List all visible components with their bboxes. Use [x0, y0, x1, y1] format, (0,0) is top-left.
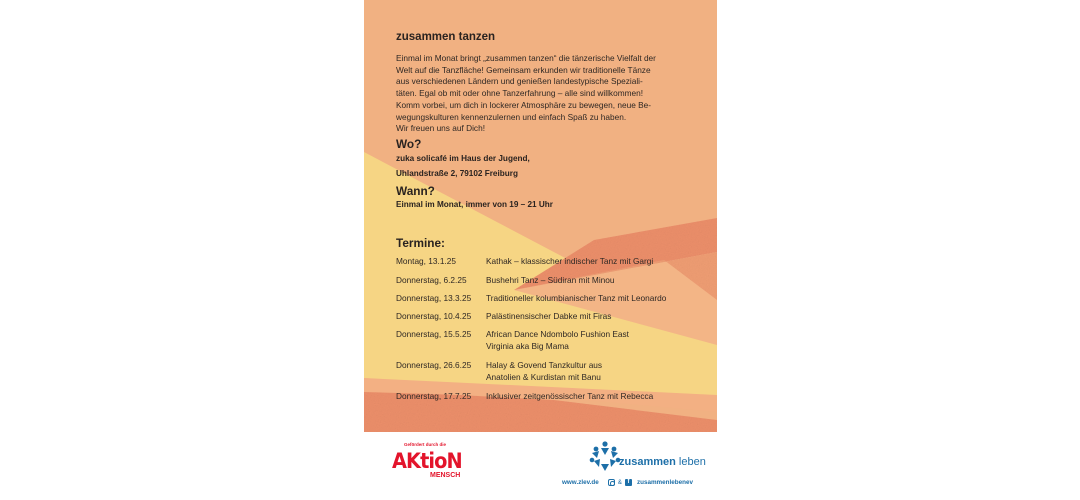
- schedule-event: [486, 292, 666, 304]
- schedule-event: [486, 390, 653, 402]
- when-heading: Wann?: [396, 184, 435, 198]
- facebook-icon[interactable]: f: [625, 479, 632, 486]
- schedule-heading: Termine:: [396, 236, 445, 250]
- zusammen-leben-logo: [562, 440, 718, 495]
- sponsor-name: AKtioN: [392, 449, 462, 473]
- intro-text: [396, 53, 706, 135]
- schedule-event: [486, 255, 653, 267]
- event-line: Traditioneller kolumbianischer Tanz mit Leonardo: [486, 293, 667, 303]
- social-handle[interactable]: zusammenlebenev: [636, 479, 693, 486]
- event-line: Inklusiver zeitgenössischer Tanz mit Rebecca: [486, 391, 654, 401]
- org-name-bold: zusammen: [619, 456, 676, 468]
- where-address: [396, 151, 530, 181]
- address-line: zuka solicafé im Haus der Jugend,: [396, 154, 530, 163]
- intro-line: Einmal im Monat bringt „zusammen tanzen“ die tänzerische Vielfalt der: [396, 53, 656, 63]
- schedule-date: Donnerstag, 6.2.25: [396, 275, 467, 285]
- event-line: Palästinensischer Dabke mit Firas: [486, 311, 612, 321]
- aktion-mensch-logo: [392, 442, 472, 492]
- schedule-event: [486, 359, 602, 383]
- org-name-light: leben: [678, 456, 706, 468]
- intro-line: Komm vorbei, um dich in lockerer Atmosphäre zu bewegen, neue Be-: [396, 99, 652, 110]
- schedule-event: [486, 328, 629, 352]
- event-line: Anatolien & Kurdistan mit Banu: [486, 372, 601, 382]
- org-name: [619, 456, 706, 468]
- intro-line: täten. Egal ob mit oder ohne Tanzerfahrung – alle sind willkommen!: [396, 88, 644, 99]
- schedule-date: Donnerstag, 17.7.25: [396, 391, 472, 401]
- people-circle-icon: [588, 440, 622, 474]
- schedule-date: Montag, 13.1.25: [396, 256, 456, 266]
- intro-line: wegungskulturen kennenzulernen und einfach Spaß zu haben.: [396, 111, 627, 122]
- sponsor-sub: MENSCH: [430, 472, 461, 479]
- schedule-event: [486, 310, 611, 322]
- instagram-icon[interactable]: [608, 479, 615, 486]
- schedule-date: Donnerstag, 15.5.25: [396, 329, 472, 339]
- event-poster: [364, 0, 717, 432]
- intro-line: Welt auf die Tanzfläche! Gemeinsam erkunden wir traditionelle Tänze: [396, 64, 651, 75]
- schedule-event: [486, 274, 615, 286]
- event-line: Bushehri Tanz – Südiran mit Minou: [486, 275, 615, 285]
- website-link[interactable]: www.zlev.de: [562, 479, 599, 486]
- event-line: Halay & Govend Tanzkultur aus: [486, 360, 603, 370]
- social-separator: &: [617, 479, 622, 486]
- address-line: Uhlandstraße 2, 79102 Freiburg: [396, 169, 518, 178]
- schedule-date: Donnerstag, 10.4.25: [396, 311, 472, 321]
- intro-line: aus verschiedenen Ländern und genießen landestypische Speziali-: [396, 76, 643, 87]
- event-line: Kathak – klassischer indischer Tanz mit Gargi: [486, 256, 654, 266]
- poster-title: zusammen tanzen: [396, 31, 496, 43]
- when-text: Einmal im Monat, immer von 19 – 21 Uhr: [396, 200, 553, 209]
- intro-line: Wir freuen uns auf Dich!: [396, 123, 485, 134]
- org-links: [562, 479, 693, 486]
- schedule-date: Donnerstag, 13.3.25: [396, 293, 472, 303]
- sponsor-supported-by: Gefördert durch die: [404, 442, 447, 447]
- schedule-date: Donnerstag, 26.6.25: [396, 360, 472, 370]
- event-line: Virginia aka Big Mama: [486, 341, 569, 351]
- where-heading: Wo?: [396, 137, 422, 151]
- event-line: African Dance Ndombolo Fushion East: [486, 329, 629, 339]
